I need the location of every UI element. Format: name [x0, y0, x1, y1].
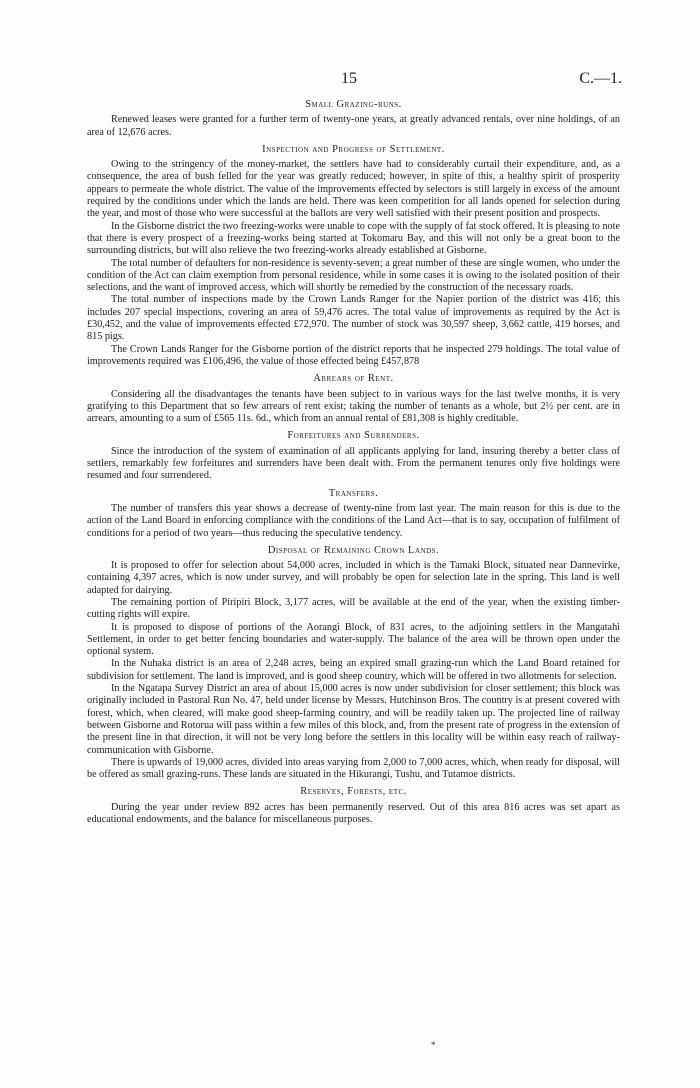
section-heading: Disposal of Remaining Crown Lands.	[267, 544, 440, 556]
paragraph: The total number of inspections made by the Crown Lands Ranger for the Napier portion of the district was 416; this includes 207 special inspections, covering an area of 59,476 acres. The total value of improvements as required by the Act is £30,452, and the value of improvements effected £72,970. The number of stock was 30,597 sheep, 3,662 cattle, 419 horses, and 815 pigs.	[87, 294, 620, 343]
document-reference: C.—1.	[579, 70, 622, 87]
page-number: 15	[341, 70, 357, 87]
section-heading: Small Grazing-runs.	[305, 99, 402, 110]
section-heading: Inspection and Progress of Settlement.	[262, 143, 445, 155]
paragraph: The number of transfers this year shows a decrease of twenty-nine from last year. The main reason for this is due to the action of the Land Board in enforcing compliance with the conditions of the Land Act—that is to say, occupation of fulfilment of conditions for a period of two years—thus reducing the speculative tendency.	[87, 502, 620, 539]
paragraph: It is proposed to dispose of portions of the Aorangi Block, of 831 acres, to the adjoining settlers in the Mangatahi Settlement, in order to get better fencing boundaries and water-supply. The balance of the area will be thrown open under the optional system.	[87, 621, 620, 658]
paragraph: The remaining portion of Piripiri Block, 3,177 acres, will be available at the end of the year, when the existing timber-cutting rights will expire.	[87, 596, 620, 621]
paragraph: The total number of defaulters for non-residence is seventy-seven; a great number of these are single women, who under the condition of the Act can claim exemption from personal residence, while in some cases it is owing to the isolated position of their selections, and the want of improved access, which will shortly be remedied by the construction of the necessary roads.	[87, 257, 620, 294]
footer-mark: *	[431, 1040, 436, 1050]
paragraph: There is upwards of 19,000 acres, divided into areas varying from 2,000 to 7,000 acres, which, when ready for disposal, will be offered as small grazing-runs. These lands are situated in the Hikurangi, Tushu, and Tutamoe districts.	[87, 756, 620, 781]
paragraph: During the year under review 892 acres has been permanently reserved. Out of this area 816 acres was set apart as educational endowments, and the balance for miscellaneous purposes.	[87, 801, 620, 826]
section-heading: Transfers.	[328, 487, 379, 499]
page-header	[0, 70, 700, 90]
paragraph: Owing to the stringency of the money-market, the settlers have had to considerably curtail their expenditure, and, as a consequence, the area of bush felled for the year was greatly reduced; however, in spite of this, a healthy spirit of prosperity appears to permeate the whole district. The value of the improvements effected by selectors is still largely in excess of the amount required by the conditions under which the lands are held. There was keen competition for all lands opened for selection during the year, and most of those who were successful at the ballots are very well satisfied with their present position and prospects.	[87, 159, 620, 220]
section-heading: Forfeitures and Surrenders.	[287, 430, 420, 442]
paragraph: In the Nuhaka district is an area of 2,248 acres, being an expired small grazing-run which the Land Board retained for subdivision for settlement. The land is improved, and is good sheep country, which will be offered in two allotments for selection.	[87, 658, 620, 682]
section-heading: Reserves, Forests, etc.	[300, 786, 407, 798]
paragraph: It is proposed to offer for selection about 54,000 acres, included in which is the Tamaki Block, situated near Dannevirke, containing 4,397 acres, which is now under survey, and will probably be open for selection late in the spring. This land is well adapted for dairying.	[87, 560, 620, 596]
paragraph: In the Gisborne district the two freezing-works were unable to cope with the supply of fat stock offered. It is pleasing to note that there is every prospect of a freezing-works being started at Tokomaru Bay, and this will not only be a great boon to the surrounding districts, but will also relieve the two freezing-works already established at Gisborne.	[87, 220, 620, 257]
paragraph: Since the introduction of the system of examination of all applicants applying for land, insuring thereby a better class of settlers, remarkably few forfeitures and surrenders have been dealt with. From the permanent tenures only five holdings were resumed and four surrendered.	[87, 445, 620, 482]
paragraph: The Crown Lands Ranger for the Gisborne portion of the district reports that he inspected 279 holdings. The total value of improvements required was £106,496, the value of those effected being £457,878	[87, 343, 620, 367]
section-heading: Arrears of Rent.	[313, 373, 394, 385]
paragraph: Considering all the disadvantages the tenants have been subject to in various ways for the last twelve months, it is very gratifying to this Department that so few arrears of rent exist; taking the number of tenants as a whole, but 2½ per cent. are in arrears, amounting to a sum of £565 11s. 6d., which from an annual rental of £81,308 is highly creditable.	[87, 388, 620, 425]
page-body	[87, 99, 620, 826]
paragraph: In the Ngatapa Survey District an area of about 15,000 acres is now under subdivision for closer settlement; this block was originally included in Pastoral Run No. 47, held under license by Messrs. Hutchinson Bros. The country is at present covered with forest, which, when cleared, will make good sheep-farming country, and will be readily taken up. The projected line of railway between Gisborne and Rotorua will pass within a few miles of this block, and, from the present rate of progress in the extension of the present line in that direction, it will not be very long before the settlers in this locality will be within easy reach of railway-communication with Gisborne.	[87, 683, 620, 756]
paragraph: Renewed leases were granted for a further term of twenty-one years, at greatly advanced rentals, over nine holdings, of an area of 12,676 acres.	[87, 114, 620, 138]
